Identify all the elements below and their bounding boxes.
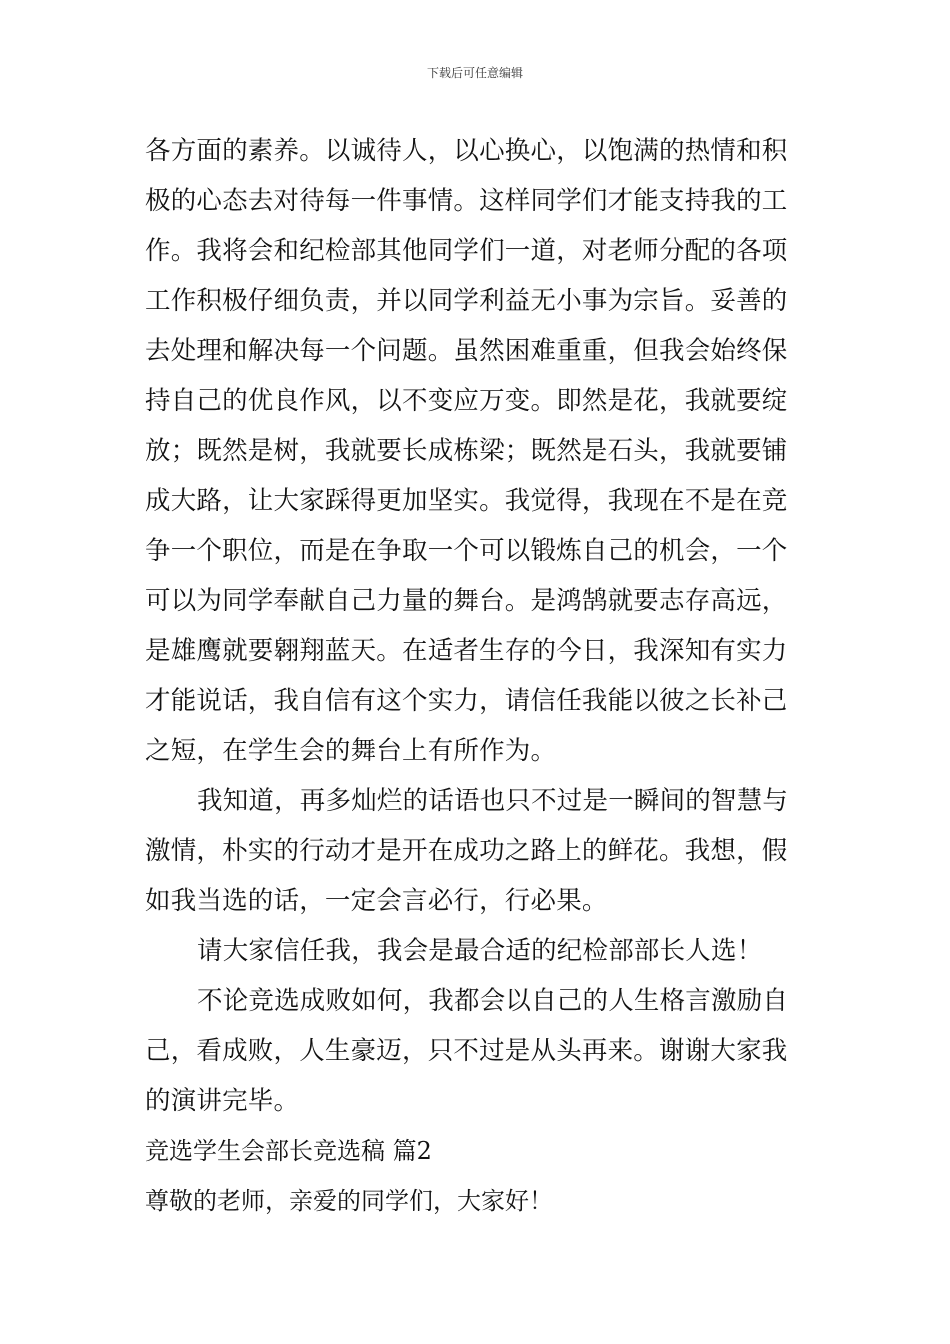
text-line: 成大路，让大家踩得更加坚实。我觉得，我现在不是在竞 [145,486,788,516]
text-line: 我知道，再多灿烂的话语也只不过是一瞬间的智慧与 [197,786,789,816]
section-title: 竞选学生会部长竞选稿 篇2 [145,1137,432,1165]
text-line: 放；既然是树，我就要长成栋梁；既然是石头，我就要铺 [145,436,788,466]
text-line: 的演讲完毕。 [145,1086,300,1116]
paragraph-1 [145,126,810,776]
page-header: 下载后可任意编辑 [426,66,523,80]
text-line: 持自己的优良作风，以不变应万变。即然是花，我就要绽 [145,386,788,416]
text-line: 激情，朴实的行动才是开在成功之路上的鲜花。我想，假 [145,836,788,866]
text-line: 请大家信任我，我会是最合适的纪检部部长人选！ [197,936,763,966]
paragraph-4 [145,976,810,1126]
text-line: 争一个职位，而是在争取一个可以锻炼自己的机会，一个 [145,536,788,566]
paragraph-3 [145,926,810,976]
text-line: 如我当选的话，一定会言必行，行必果。 [145,886,608,916]
text-line: 极的心态去对待每一件事情。这样同学们才能支持我的工 [145,186,788,216]
text-line: 不论竞选成败如何，我都会以自己的人生格言激励自 [197,986,789,1016]
text-line: 己，看成败，人生豪迈，只不过是从头再来。谢谢大家我 [145,1036,788,1066]
text-line: 作。我将会和纪检部其他同学们一道，对老师分配的各项 [145,236,788,266]
text-line: 才能说话，我自信有这个实力，请信任我能以彼之长补己 [145,686,788,716]
paragraph-2 [145,776,810,926]
document-body [145,126,810,1226]
text-line: 工作积极仔细负责，并以同学利益无小事为宗旨。妥善的 [145,286,788,316]
text-line: 各方面的素养。以诚待人，以心换心，以饱满的热情和积 [145,136,788,166]
text-line: 去处理和解决每一个问题。虽然困难重重，但我会始终保 [145,336,788,366]
text-line: 之短，在学生会的舞台上有所作为。 [145,736,557,766]
text-line: 可以为同学奉献自己力量的舞台。是鸿鹄就要志存高远， [145,586,788,616]
greeting: 尊敬的老师，亲爱的同学们，大家好！ [145,1187,553,1215]
text-line: 是雄鹰就要翱翔蓝天。在适者生存的今日，我深知有实力 [145,636,788,666]
